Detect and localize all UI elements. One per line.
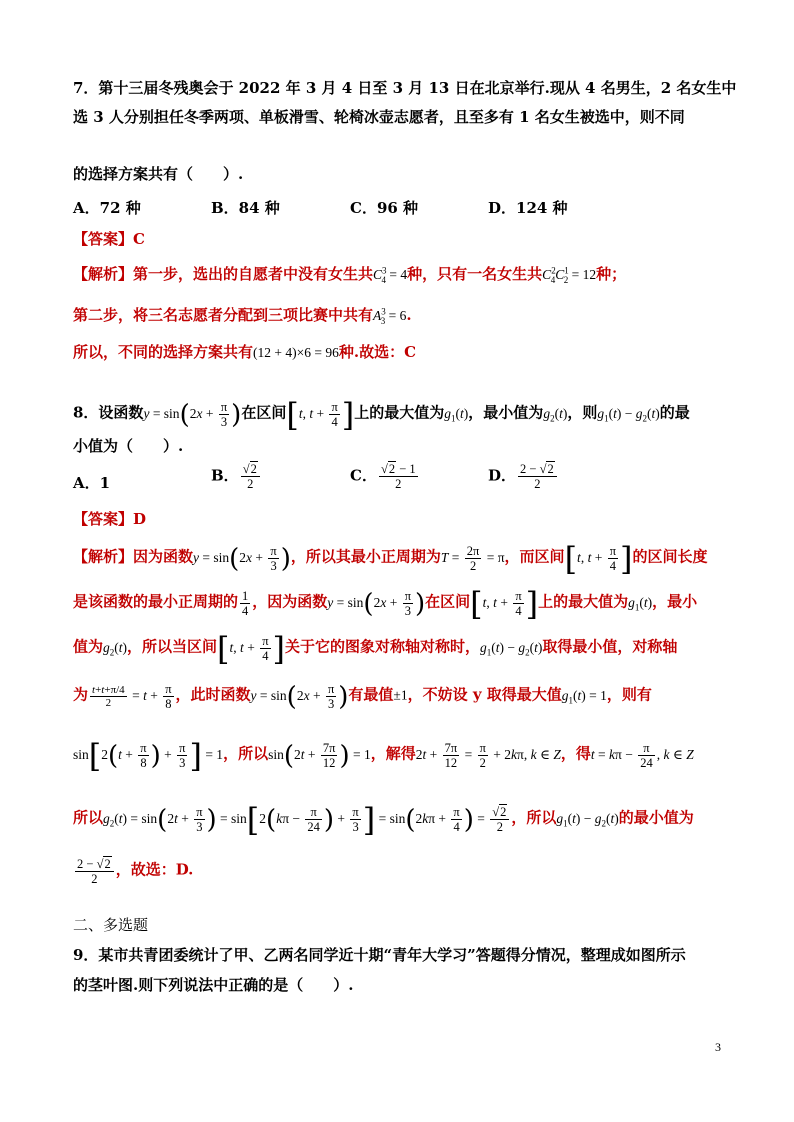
q9-stem-line2: 的茎叶图.则下列说法中正确的是（ ）.: [73, 976, 354, 994]
q7-option-d: D．124 种: [488, 199, 568, 217]
page-number: 3: [715, 1040, 721, 1054]
q7-stem-line2: 选 3 人分别担任冬季两项、单板滑雪、轮椅冰壶志愿者，且至多有 1 名女生被选中，则不同: [73, 108, 685, 126]
q8-answer: 【答案】D: [73, 510, 147, 528]
q8-stem-line2: 小值为（ ）.: [73, 437, 184, 455]
q7-option-a: A．72 种: [73, 199, 141, 217]
q8-explanation-line7: $\frac{2 - √2}{2}$ ，故选：D.: [77, 857, 194, 886]
q7-stem-line3: 的选择方案共有（ ）.: [73, 165, 244, 183]
q7-option-b: B．84 种: [211, 199, 280, 217]
q7-explanation-line3: 所以，不同的选择方案共有(12 + 4)×6 = 96种.故选：C: [73, 343, 417, 361]
q7-answer: 【答案】C: [73, 230, 145, 248]
q8-option-a: A．1: [73, 474, 111, 492]
q8-explanation-line6: 所以$g_2(t) = \sin(2t$ + $\frac{\pi}{3}$ ) = sin[2(kπ − $\frac{\pi}{24}$ ) + $\frac{\pi}{3}$ ] = sin(2kπ + $\frac{\pi}{4}$ ) = $\frac{√2}{2}$ ，所以$g_1(t) - g_2(t)$的最小值为: [73, 800, 694, 839]
q7-explanation-line1: 【解析】第一步，选出的自愿者中没有女生共$C^3_4 = 4$种，只有一名女生共$C^2_4C^1_2 = 12$种；: [73, 265, 627, 285]
section-heading-multiple-choice: 二、多选题: [73, 916, 149, 934]
q7-stem-line1: 7．第十三届冬残奥会于 2022 年 3 月 4 日至 3 月 13 日在北京举行.现从 4 名男生，2 名女生中: [73, 79, 737, 97]
q8-explanation-line5: sin[2(t + $\frac{\pi}{8}$ ) + $\frac{\pi}{3}$ ] = 1，所以sin(2t + $\frac{7\pi}{12}$ ) = 1，解得2t + $\frac{7\pi}{12}$ = $\frac{\pi}{2}$ + 2kπ, k ∈ Z，得t = kπ − $\frac{\pi}{24}$ , k ∈ Z: [73, 736, 694, 775]
q8-explanation-line4: 为 $\frac{t+t+\pi/4}{2}$ = t + $\frac{\pi}{8}$ ，此时函数y = sin(2x + $\frac{\pi}{3}$ )有最值±1，不妨设 y 取得最大值$g_1(t) = 1$，则有: [73, 681, 652, 712]
q8-explanation-line3: 值为$g_2(t)$，所以当区间[t, t + $\frac{\pi}{4}$ ]关于它的图象对称轴对称时，$g_1(t) - g_2(t)$取得最小值，对称轴: [73, 629, 678, 668]
q8-option-d: D． $\frac{2 - √2}{2}$: [488, 462, 559, 491]
q8-option-b: B． $\frac{√2}{2}$: [211, 462, 262, 491]
q8-stem-line1: 8．设函数y = sin(2x + $\frac{\pi}{3}$ )在区间[t, t + $\frac{\pi}{4}$ ]上的最大值为$g_1(t)$，最小值为$g_2(t)$，则$g_1(t) - g_2(t)$的最: [73, 395, 690, 434]
q8-explanation-line1: 【解析】因为函数y = sin(2x + $\frac{\pi}{3}$ )，所以其最小正周期为T = $\frac{2\pi}{2}$ = π，而区间[t, t + $\frac{\pi}{4}$ ]的区间长度: [73, 539, 708, 578]
q7-explanation-line2: 第二步，将三名志愿者分配到三项比赛中共有$A^3_3 = 6$.: [73, 306, 412, 326]
q9-stem-line1: 9．某市共青团委统计了甲、乙两名同学近十期“青年大学习”答题得分情况，整理成如图所示: [73, 946, 686, 964]
q7-option-c: C．96 种: [350, 199, 419, 217]
q8-explanation-line2: 是该函数的最小正周期的 $\frac{1}{4}$ ，因为函数y = sin(2x + $\frac{\pi}{3}$ )在区间[t, t + $\frac{\pi}{4}$ ]上的最大值为$g_1(t)$，最小: [73, 584, 698, 623]
q8-option-c: C． $\frac{√2 - 1}{2}$: [350, 462, 416, 491]
